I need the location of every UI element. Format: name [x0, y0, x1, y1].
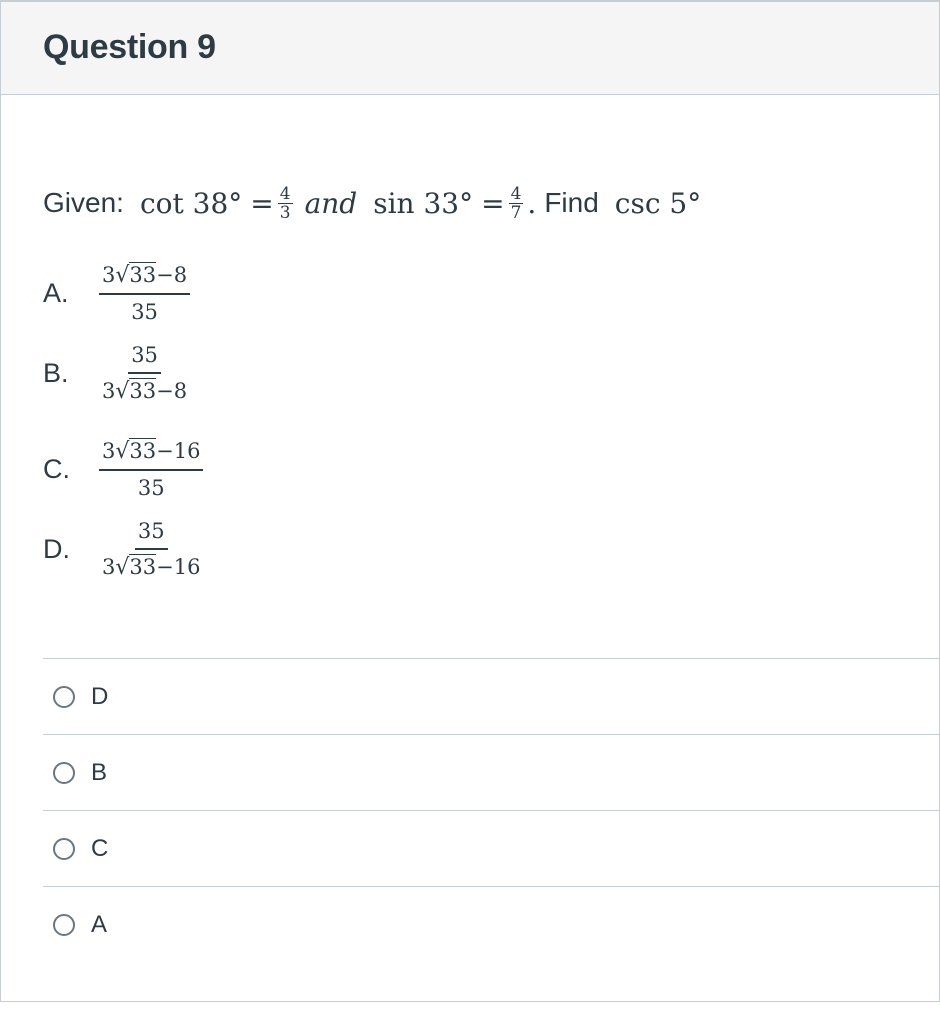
question-header	[1, 2, 939, 95]
fraction-denominator: 3√33−16	[102, 555, 201, 580]
fraction-denominator: 35	[137, 476, 165, 500]
sqrt-icon: √	[115, 379, 130, 404]
fraction-numerator: 4	[279, 183, 291, 204]
choice-letter: A.	[43, 278, 69, 308]
sin-expression: sin 33°	[373, 186, 474, 220]
conjunction: and	[304, 186, 358, 220]
answer-label[interactable]: A	[91, 910, 108, 938]
choice-letter: C.	[43, 454, 70, 484]
radio-button[interactable]	[53, 686, 75, 708]
fraction-4-7	[509, 185, 524, 222]
fraction-numerator: 35	[128, 340, 161, 374]
question-stem	[43, 178, 701, 228]
answer-option-b[interactable]	[43, 734, 940, 810]
answer-option-a[interactable]	[43, 886, 940, 962]
answer-option-c[interactable]	[43, 810, 940, 886]
find-word: Find	[544, 187, 599, 218]
choice-letter: D.	[43, 534, 70, 564]
choice-a	[43, 260, 190, 327]
choice-letter: B.	[43, 358, 69, 388]
answer-label[interactable]: D	[91, 682, 109, 710]
fraction-numerator: 35	[135, 516, 168, 550]
equals-sign: =	[481, 186, 505, 220]
choice-d	[43, 516, 203, 583]
choice-fraction	[99, 516, 203, 583]
choice-b	[43, 340, 190, 407]
fraction-denominator: 7	[510, 202, 522, 223]
period: .	[527, 186, 537, 220]
choice-c	[43, 436, 203, 503]
fraction-4-3	[278, 185, 293, 222]
choice-fraction	[99, 340, 190, 407]
fraction-numerator: 3√33−8	[99, 260, 190, 295]
fraction-denominator: 35	[131, 300, 158, 324]
answer-label[interactable]: B	[91, 758, 108, 786]
fraction-numerator: 3√33−16	[99, 436, 203, 471]
question-title: Question 9	[43, 28, 216, 66]
csc-expression: csc 5°	[614, 186, 702, 220]
choice-fraction	[99, 260, 190, 327]
fraction-denominator: 3	[279, 202, 291, 223]
sqrt-icon: √	[115, 263, 130, 288]
radio-button[interactable]	[53, 762, 75, 784]
fraction-denominator: 3√33−8	[102, 379, 188, 404]
cot-expression: cot 38°	[139, 186, 243, 220]
equals-sign: =	[250, 186, 274, 220]
radio-button[interactable]	[53, 838, 75, 860]
radio-button[interactable]	[53, 914, 75, 936]
stem-prefix: Given:	[43, 187, 124, 218]
fraction-numerator: 4	[510, 183, 522, 204]
answer-option-d[interactable]	[43, 658, 940, 734]
answer-label[interactable]: C	[91, 834, 109, 862]
choice-fraction	[99, 436, 203, 503]
sqrt-icon: √	[115, 555, 130, 580]
answer-list	[43, 658, 940, 962]
sqrt-icon: √	[115, 439, 130, 464]
